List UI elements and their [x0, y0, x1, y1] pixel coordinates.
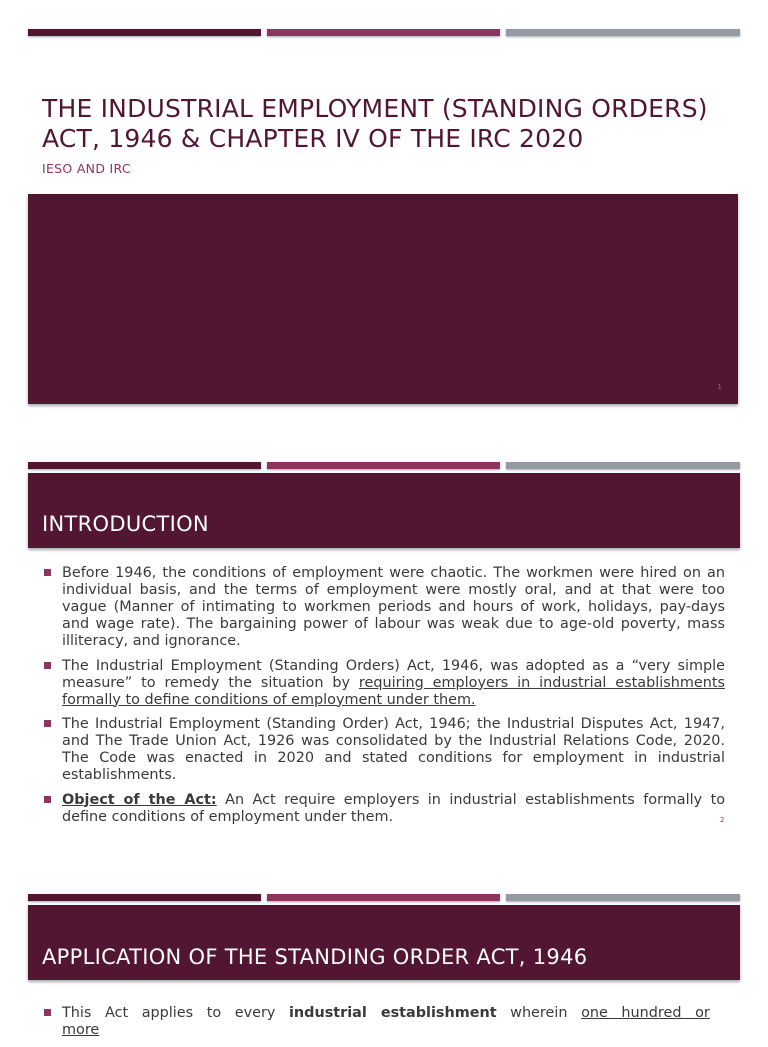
- bullet-text: The Industrial Employment (Standing Orders) Act, 1946, was adopted as a “very simple measure” to remedy the situation by: [62, 657, 725, 691]
- underlined-text: one hundred or more: [62, 1005, 710, 1038]
- list-item: [42, 658, 725, 709]
- section-heading: APPLICATION OF THE STANDING ORDER ACT, 1946: [42, 945, 588, 969]
- list-item: [42, 565, 725, 650]
- stripe-dark: [28, 29, 261, 36]
- slide-subtitle: IESO AND IRC: [42, 161, 131, 176]
- decorative-stripes: [28, 462, 740, 470]
- title-color-block: [28, 194, 738, 404]
- list-item: [42, 716, 725, 784]
- bullet-text: This Act applies to every: [62, 1005, 289, 1021]
- stripe-dark: [28, 894, 261, 901]
- list-item: [42, 1005, 725, 1039]
- page-number: 1: [717, 383, 722, 391]
- bullet-square-icon: [44, 662, 51, 669]
- section-heading: INTRODUCTION: [42, 512, 209, 536]
- stripe-accent: [267, 29, 500, 36]
- bullet-text: The Industrial Employment (Standing Order) Act, 1946; the Industrial Disputes Act, 1947, and The Trade Union Act, 1926 was consolidated by the Industrial Relations Code, 2020. The Code was enacted in 2020 and stated conditions for employment in industrial establishments.: [62, 716, 725, 783]
- stripe-grey: [506, 29, 740, 36]
- bold-text: industrial establishment: [288, 1005, 497, 1021]
- decorative-stripes: [28, 894, 740, 902]
- slide-title: THE INDUSTRIAL EMPLOYMENT (STANDING ORDERS) ACT, 1946 & CHAPTER IV OF THE IRC 2020: [42, 94, 708, 153]
- stripe-dark: [28, 462, 261, 469]
- object-label: Object of the Act:: [62, 791, 217, 808]
- bullet-square-icon: [44, 1009, 51, 1016]
- bullet-square-icon: [44, 720, 51, 727]
- list-item: [42, 792, 725, 826]
- bullet-list: [42, 565, 725, 833]
- stripe-accent: [267, 462, 500, 469]
- bullet-square-icon: [44, 569, 51, 576]
- bullet-square-icon: [44, 796, 51, 803]
- decorative-stripes: [28, 29, 740, 37]
- stripe-grey: [506, 894, 740, 901]
- stripe-accent: [267, 894, 500, 901]
- section-header: [28, 473, 740, 548]
- stripe-grey: [506, 462, 740, 469]
- bullet-text: An Act require employers in industrial establishments formally to define conditions of employment under them.: [62, 791, 726, 825]
- bullet-text: wherein: [496, 1005, 582, 1021]
- underlined-text: requiring employers in industrial establishments formally to define conditions of employment under them.: [62, 674, 726, 708]
- bullet-text: Before 1946, the conditions of employment were chaotic. The workmen were hired on an individual basis, and the terms of employment were mostly oral, and at that were too vague (Manner of intimating to workmen periods and hours of work, holidays, pay-days and wage rate). The bargaining power of labour was weak due to age-old poverty, mass illiteracy, and ignorance.: [62, 565, 725, 649]
- section-header: [28, 905, 740, 980]
- bullet-list: [42, 1005, 725, 1047]
- page-number: 2: [720, 816, 725, 824]
